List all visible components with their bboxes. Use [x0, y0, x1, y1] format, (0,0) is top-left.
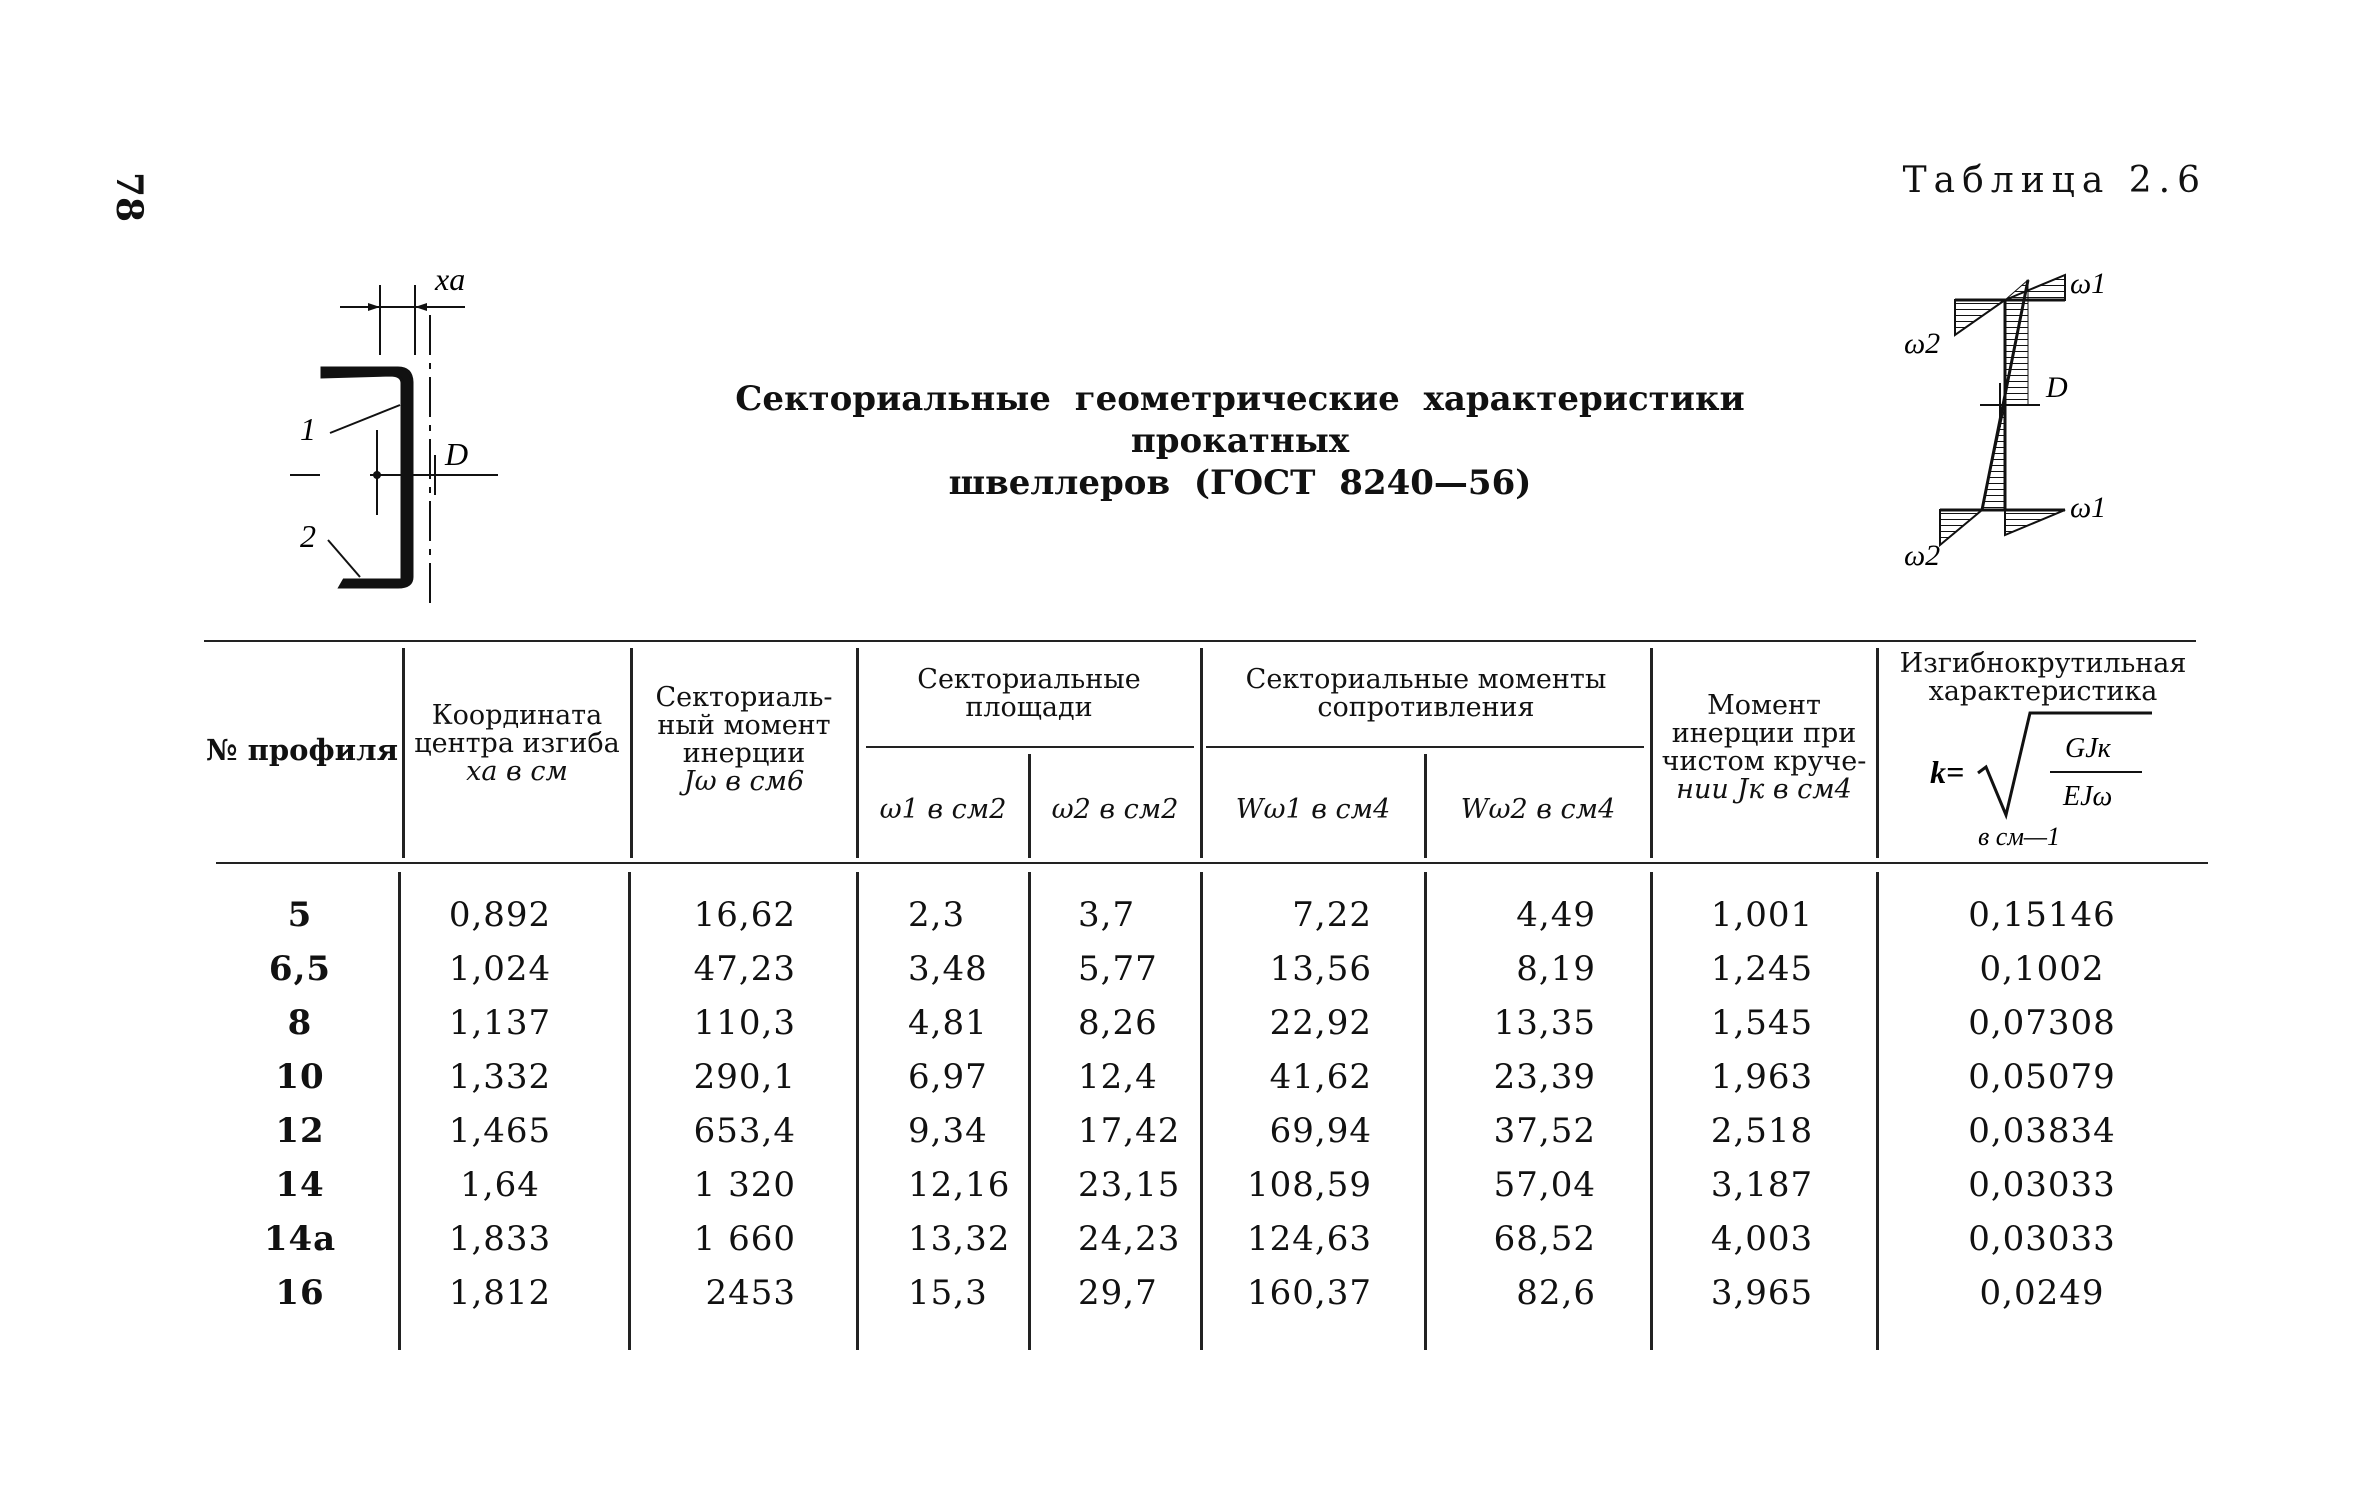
cell-w1-row-1: 2,3 [908, 895, 966, 935]
header-resist-line2: сопротивления [1317, 692, 1535, 723]
cell-moment-row-4: 290,1 [693, 1057, 796, 1097]
cell-w2-row-8: 29,7 [1078, 1273, 1158, 1313]
cell-coord-row-2: 1,024 [448, 949, 552, 989]
body-sep-3 [856, 872, 859, 1350]
cell-profile-row-6: 14 [275, 1165, 325, 1205]
label-D: D [445, 436, 469, 472]
header-Ww2: Wω2 в см4 [1460, 794, 1616, 825]
table-title [640, 378, 1840, 504]
header-k-line2: характеристика [1928, 676, 2158, 707]
cell-profile-row-7: 14а [263, 1219, 337, 1259]
header-torsion [1652, 692, 1876, 804]
areas-subrule [866, 746, 1194, 748]
label-D-right: D [2046, 371, 2068, 404]
cell-w1-row-2: 3,48 [908, 949, 988, 989]
channel-outline [322, 368, 412, 587]
header-k-line1: Изгибнокрутильная [1899, 648, 2187, 679]
k-denominator: EJω [2063, 781, 2113, 812]
cell-torsion-row-3: 1,545 [1710, 1003, 1814, 1043]
cell-w2-row-3: 8,26 [1078, 1003, 1158, 1043]
cell-torsion-row-6: 3,187 [1710, 1165, 1814, 1205]
cell-Ww2-row-5: 37,52 [1493, 1111, 1596, 1151]
sectorial-diagram-figure [1900, 255, 2130, 585]
header-torsion-line4: нии Jк в см4 [1676, 774, 1852, 805]
cell-w2-row-5: 17,42 [1078, 1111, 1181, 1151]
cell-w2-row-4: 12,4 [1078, 1057, 1158, 1097]
table-top-rule [204, 640, 2196, 642]
cell-k-row-4: 0,05079 [1968, 1057, 2116, 1097]
cell-moment-row-6: 1 320 [693, 1165, 796, 1205]
cell-torsion-row-4: 1,963 [1710, 1057, 1814, 1097]
cell-profile-row-2: 6,5 [268, 949, 332, 989]
table-label: Таблица 2.6 [1902, 160, 2207, 201]
header-moment-line4: Jω в см6 [683, 766, 805, 797]
cell-k-row-3: 0,07308 [1968, 1003, 2116, 1043]
body-sep-1 [398, 872, 401, 1350]
k-numerator: GJк [2065, 733, 2111, 764]
cell-coord-row-5: 1,465 [448, 1111, 552, 1151]
header-w2: ω2 в см2 [1051, 794, 1179, 825]
header-coord [404, 702, 630, 786]
header-areas-line2: площади [965, 692, 1093, 723]
omega1-top-label: ω1 [2070, 267, 2107, 300]
header-coord-line2: центра изгиба [414, 728, 620, 759]
page-number: 78 [108, 172, 150, 223]
header-resist-line1: Секториальные моменты [1245, 664, 1607, 695]
cell-moment-row-3: 110,3 [693, 1003, 796, 1043]
cell-Ww2-row-1: 4,49 [1516, 895, 1596, 935]
label-2: 2 [300, 518, 316, 554]
body-sep-4 [1028, 872, 1031, 1350]
cell-coord-row-4: 1,332 [448, 1057, 552, 1097]
header-coord-line3: xa в см [466, 756, 568, 787]
cell-w2-row-7: 24,23 [1078, 1219, 1181, 1259]
cell-Ww2-row-3: 13,35 [1493, 1003, 1596, 1043]
cell-moment-row-1: 16,62 [693, 895, 796, 935]
cell-coord-row-6: 1,64 [460, 1165, 540, 1205]
header-moment-line3: инерции [682, 738, 806, 769]
header-areas [858, 666, 1200, 722]
cell-w1-row-3: 4,81 [908, 1003, 988, 1043]
cell-Ww1-row-6: 108,59 [1247, 1165, 1372, 1205]
cell-moment-row-2: 47,23 [693, 949, 796, 989]
header-torsion-line1: Момент [1707, 690, 1821, 721]
cell-coord-row-8: 1,812 [448, 1273, 552, 1313]
resist-subrule [1206, 746, 1644, 748]
header-areas-line1: Секториальные [917, 664, 1141, 695]
body-sep-5 [1200, 872, 1203, 1350]
omega2-top-label: ω2 [1904, 327, 1941, 360]
cell-profile-row-4: 10 [275, 1057, 325, 1097]
cell-profile-row-1: 5 [287, 895, 313, 935]
cell-Ww2-row-4: 23,39 [1493, 1057, 1596, 1097]
header-torsion-line3: чистом круче- [1661, 746, 1867, 777]
cell-Ww1-row-4: 41,62 [1269, 1057, 1372, 1097]
cell-moment-row-8: 2453 [705, 1273, 796, 1313]
body-sep-6 [1424, 872, 1427, 1350]
header-k [1878, 650, 2208, 706]
cell-torsion-row-8: 3,965 [1710, 1273, 1814, 1313]
cell-k-row-6: 0,03033 [1968, 1165, 2116, 1205]
cell-Ww2-row-6: 57,04 [1493, 1165, 1596, 1205]
header-coord-line1: Координата [431, 700, 603, 731]
cell-profile-row-8: 16 [275, 1273, 325, 1313]
cell-torsion-row-2: 1,245 [1710, 949, 1814, 989]
cell-w2-row-1: 3,7 [1078, 895, 1136, 935]
cell-Ww1-row-5: 69,94 [1269, 1111, 1372, 1151]
k-symbol: k= [1930, 754, 1965, 790]
header-profile: № профиля [206, 733, 398, 767]
k-unit: в см—1 [1978, 822, 2061, 851]
cell-coord-row-7: 1,833 [448, 1219, 552, 1259]
k-formula [1920, 705, 2180, 855]
header-resist [1202, 666, 1650, 722]
header-torsion-line2: инерции при [1671, 718, 1857, 749]
cell-coord-row-1: 0,892 [448, 895, 552, 935]
cell-w2-row-2: 5,77 [1078, 949, 1158, 989]
channel-section-figure [280, 255, 510, 605]
cell-profile-row-5: 12 [275, 1111, 325, 1151]
header-moment-line2: ный момент [657, 710, 831, 741]
cell-k-row-7: 0,03033 [1968, 1219, 2116, 1259]
cell-coord-row-3: 1,137 [448, 1003, 552, 1043]
cell-Ww2-row-7: 68,52 [1493, 1219, 1596, 1259]
cell-Ww2-row-2: 8,19 [1516, 949, 1596, 989]
cell-torsion-row-7: 4,003 [1710, 1219, 1814, 1259]
cell-Ww1-row-1: 7,22 [1292, 895, 1372, 935]
body-sep-2 [628, 872, 631, 1350]
cell-Ww1-row-7: 124,63 [1247, 1219, 1372, 1259]
header-moment [632, 684, 856, 796]
cell-w1-row-4: 6,97 [908, 1057, 988, 1097]
label-1: 1 [300, 411, 316, 447]
body-sep-7 [1650, 872, 1653, 1350]
cell-w1-row-5: 9,34 [908, 1111, 988, 1151]
title-line-2: швеллеров (ГОСТ 8240—56) [948, 463, 1532, 503]
cell-Ww1-row-3: 22,92 [1269, 1003, 1372, 1043]
cell-k-row-1: 0,15146 [1968, 895, 2116, 935]
cell-w1-row-6: 12,16 [908, 1165, 1011, 1205]
header-moment-line1: Секториаль- [655, 682, 833, 713]
cell-k-row-2: 0,1002 [1979, 949, 2105, 989]
header-bottom-rule [216, 862, 2208, 864]
cell-moment-row-5: 653,4 [693, 1111, 796, 1151]
cell-torsion-row-5: 2,518 [1710, 1111, 1814, 1151]
cell-moment-row-7: 1 660 [693, 1219, 796, 1259]
title-line-1: Секториальные геометрические характеристики прокатных [735, 379, 1745, 461]
header-w1: ω1 в см2 [879, 794, 1007, 825]
cell-torsion-row-1: 1,001 [1710, 895, 1814, 935]
cell-Ww1-row-2: 13,56 [1269, 949, 1372, 989]
cell-k-row-5: 0,03834 [1968, 1111, 2116, 1151]
cell-w2-row-6: 23,15 [1078, 1165, 1181, 1205]
cell-w1-row-7: 13,32 [908, 1219, 1011, 1259]
header-Ww1: Wω1 в см4 [1235, 794, 1391, 825]
omega1-bottom-label: ω1 [2070, 491, 2107, 524]
cell-Ww2-row-8: 82,6 [1516, 1273, 1596, 1313]
xa-label: xa [435, 261, 466, 297]
body-sep-8 [1876, 872, 1879, 1350]
cell-w1-row-8: 15,3 [908, 1273, 988, 1313]
cell-profile-row-3: 8 [287, 1003, 313, 1043]
cell-k-row-8: 0,0249 [1979, 1273, 2105, 1313]
omega2-bottom-label: ω2 [1904, 539, 1941, 572]
cell-Ww1-row-8: 160,37 [1247, 1273, 1372, 1313]
